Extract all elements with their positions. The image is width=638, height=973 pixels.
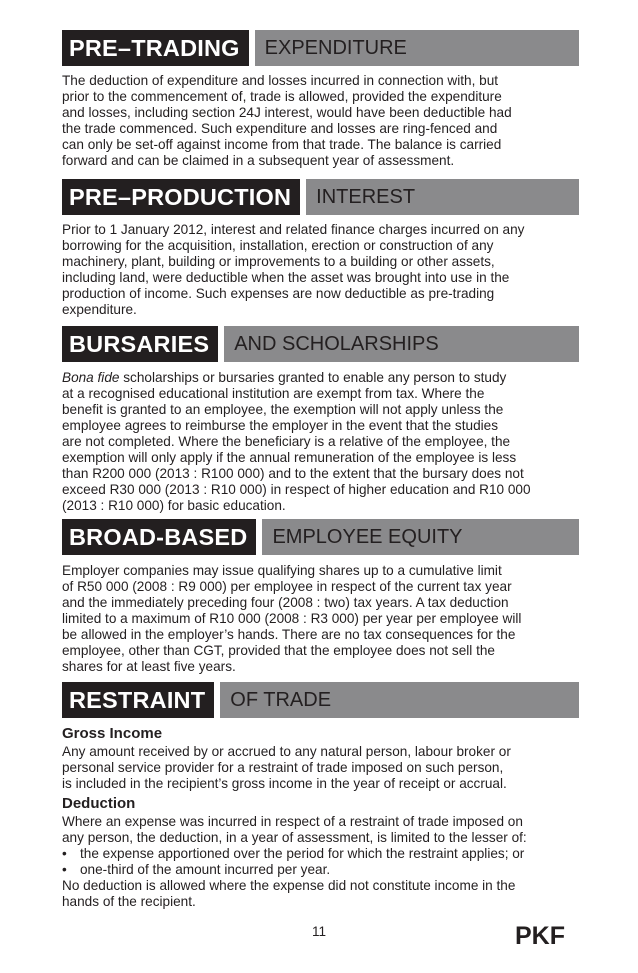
body-line: and losses, including section 24J interest, would have been deductible had	[62, 105, 512, 120]
body-line: shares for at least five years.	[62, 659, 236, 674]
section-body-broad-based	[62, 563, 582, 675]
section-title-sub: EMPLOYEE EQUITY	[262, 519, 579, 555]
section-banner-pre-trading	[62, 30, 579, 66]
section-body-bursaries	[62, 370, 582, 514]
body-line: than R200 000 (2013 : R100 000) and to the extent that the bursary does not	[62, 466, 524, 481]
body-line: any person, the deduction, in a year of assessment, is limited to the lesser of:	[62, 830, 527, 845]
body-line: borrowing for the acquisition, installation, erection or construction of any	[62, 238, 494, 253]
bullet-icon: •	[62, 862, 67, 877]
pkf-logo	[514, 921, 576, 949]
bullet-icon: •	[62, 846, 67, 861]
section-title-main: RESTRAINT	[62, 682, 214, 718]
section-banner-broad-based	[62, 519, 579, 555]
body-line: machinery, plant, building or improvements to a building or other assets,	[62, 254, 495, 269]
body-line: employee agrees to reimburse the employer in the event that the studies	[62, 418, 499, 433]
section-title-sub: AND SCHOLARSHIPS	[224, 326, 579, 362]
body-line: Employer companies may issue qualifying shares up to a cumulative limit	[62, 563, 502, 578]
section-title-main: BROAD-BASED	[62, 519, 256, 555]
bullet-text: one-third of the amount incurred per year.	[80, 862, 331, 877]
body-line: of R50 000 (2008 : R9 000) per employee in respect of the current tax year	[62, 579, 512, 594]
section-title-sub: INTEREST	[306, 179, 579, 215]
body-line: production of income. Such expenses are now deductible as pre-trading	[62, 286, 495, 301]
section-banner-bursaries	[62, 326, 579, 362]
body-line-rest: scholarships or bursaries granted to enable any person to study	[119, 370, 507, 385]
body-line	[62, 370, 582, 386]
section-banner-pre-production	[62, 179, 579, 215]
body-line: can only be set-off against income from that trade. The balance is carried	[62, 137, 502, 152]
body-line: Where an expense was incurred in respect of a restraint of trade imposed on	[62, 814, 523, 829]
logo-text: PKF	[515, 922, 565, 949]
body-line: is included in the recipient’s gross income in the year of receipt or accrual.	[62, 776, 507, 791]
body-line: exemption will only apply if the annual remuneration of the employee is less	[62, 450, 517, 465]
body-line: including land, were deductible when the asset was brought into use in the	[62, 270, 510, 285]
section-banner-restraint	[62, 682, 579, 718]
body-line: exceed R30 000 (2013 : R10 000) in respect of higher education and R10 000	[62, 482, 531, 497]
section-title-sub: EXPENDITURE	[255, 30, 579, 66]
deduction-heading: Deduction	[62, 795, 136, 812]
body-line: expenditure.	[62, 302, 137, 317]
body-line: The deduction of expenditure and losses incurred in connection with, but	[62, 73, 499, 88]
body-line: the trade commenced. Such expenditure and losses are ring-fenced and	[62, 121, 498, 136]
body-line: benefit is granted to an employee, the exemption will not apply unless the	[62, 402, 504, 417]
body-line: No deduction is allowed where the expense did not constitute income in the	[62, 878, 516, 893]
page-number: 11	[311, 924, 327, 939]
section-title-sub: OF TRADE	[220, 682, 579, 718]
section-title-main: PRE–PRODUCTION	[62, 179, 300, 215]
body-line: Prior to 1 January 2012, interest and related finance charges incurred on any	[62, 222, 525, 237]
section-body-pre-trading	[62, 73, 582, 169]
section-body-pre-production	[62, 222, 582, 318]
body-line: forward and can be claimed in a subsequent year of assessment.	[62, 153, 455, 168]
body-line: personal service provider for a restraint of trade imposed on such person,	[62, 760, 504, 775]
body-line: (2013 : R10 000) for basic education.	[62, 498, 286, 513]
bullet-text: the expense apportioned over the period for which the restraint applies; or	[80, 846, 525, 861]
bullet-item	[62, 862, 582, 878]
body-line: at a recognised educational institution are exempt from tax. Where the	[62, 386, 485, 401]
gross-income-heading: Gross Income	[62, 725, 163, 742]
italic-phrase: Bona fide	[62, 370, 120, 385]
body-line: Any amount received by or accrued to any natural person, labour broker or	[62, 744, 511, 759]
body-line: be allowed in the employer’s hands. There are no tax consequences for the	[62, 627, 516, 642]
body-line: and the immediately preceding four (2008 : two) tax years. A tax deduction	[62, 595, 509, 610]
body-line: prior to the commencement of, trade is allowed, provided the expenditure	[62, 89, 502, 104]
body-line: employee, other than CGT, provided that the employee does not sell the	[62, 643, 495, 658]
bullet-item	[62, 846, 582, 862]
section-title-main: BURSARIES	[62, 326, 218, 362]
body-line: hands of the recipient.	[62, 894, 196, 909]
deduction-body	[62, 814, 582, 910]
gross-income-body	[62, 744, 582, 792]
body-line: are not completed. Where the beneficiary is a relative of the employee, the	[62, 434, 511, 449]
body-line: limited to a maximum of R10 000 (2008 : R3 000) per year per employee will	[62, 611, 522, 626]
section-title-main: PRE–TRADING	[62, 30, 249, 66]
